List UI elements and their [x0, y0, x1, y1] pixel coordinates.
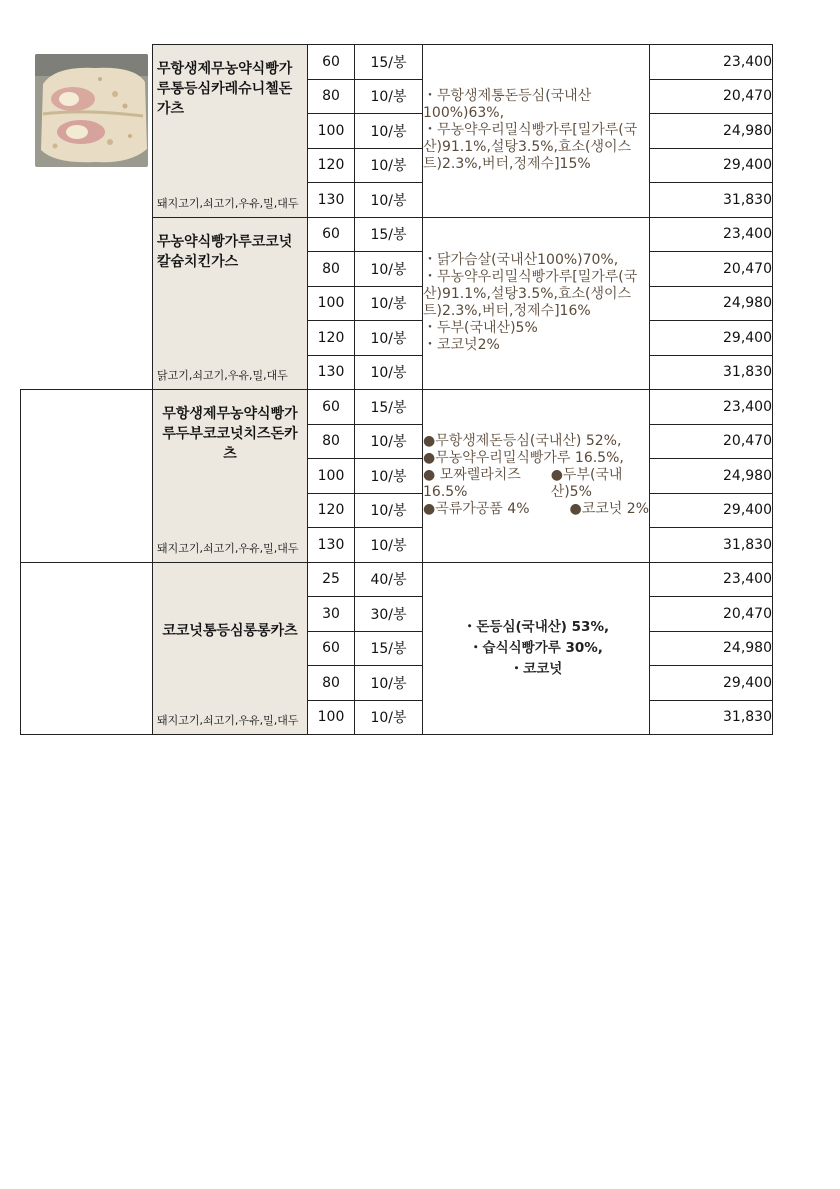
ingredient-line: ・두부(국내산)5%: [423, 320, 538, 337]
price-cell: 24,980: [650, 459, 773, 494]
ingredient-line: ・무농약우리밀식빵가루[밀가루(국산)91.1%,설탕3.5%,효소(생이스트)2.3%,버터,정제수]15%: [423, 122, 638, 173]
product-name-cell: [153, 45, 308, 218]
price-cell: 23,400: [650, 217, 773, 252]
pack-cell: 10/봉: [355, 700, 423, 735]
size-cell: 100: [308, 700, 355, 735]
pack-cell: 15/봉: [355, 631, 423, 666]
size-cell: 130: [308, 183, 355, 218]
size-cell: 120: [308, 493, 355, 528]
size-cell: 30: [308, 597, 355, 632]
price-cell: 29,400: [650, 666, 773, 701]
product-name: 무농약식빵가루코코넛칼슘치킨가스: [157, 233, 293, 270]
ingredient-line-group: [423, 467, 649, 501]
allergen-info: 닭고기,쇠고기,우유,밀,대두: [157, 369, 288, 382]
price-cell: 23,400: [650, 390, 773, 425]
table-row: [21, 562, 773, 597]
price-cell: 31,830: [650, 528, 773, 563]
ingredient-line: ・습식식빵가루 30%,: [469, 639, 603, 656]
pack-cell: 15/봉: [355, 45, 423, 80]
ingredient-line-group: [423, 501, 649, 518]
size-cell: 80: [308, 79, 355, 114]
product-name-cell: [153, 562, 308, 735]
pack-cell: 10/봉: [355, 114, 423, 149]
price-cell: 20,470: [650, 597, 773, 632]
ingredient-line: ●코코넛 2%: [569, 501, 649, 518]
size-cell: 100: [308, 459, 355, 494]
pack-cell: 15/봉: [355, 217, 423, 252]
ingredient-cell: [423, 217, 650, 390]
size-cell: 100: [308, 114, 355, 149]
table-row: [21, 45, 773, 80]
pack-cell: 10/봉: [355, 355, 423, 390]
size-cell: 120: [308, 148, 355, 183]
ingredient-line: ●무농약우리밀식빵가루 16.5%,: [423, 450, 624, 467]
ingredient-line: ・돈등심(국내산) 53%,: [462, 618, 610, 635]
product-image-cell: [21, 45, 153, 218]
price-cell: 24,980: [650, 286, 773, 321]
size-cell: 60: [308, 390, 355, 425]
pack-cell: 40/봉: [355, 562, 423, 597]
breaded-cutlet-photo-icon: [35, 54, 148, 167]
size-cell: 80: [308, 666, 355, 701]
pack-cell: 10/봉: [355, 252, 423, 287]
product-image-cell: [21, 390, 153, 563]
size-cell: 80: [308, 424, 355, 459]
ingredient-cell: [423, 562, 650, 735]
price-cell: 31,830: [650, 700, 773, 735]
price-cell: 20,470: [650, 79, 773, 114]
size-cell: 60: [308, 217, 355, 252]
ingredient-line: ●무항생제돈등심(국내산) 52%,: [423, 433, 622, 450]
size-cell: 130: [308, 528, 355, 563]
price-cell: 31,830: [650, 183, 773, 218]
ingredient-line: ・무항생제통돈등심(국내산100%)63%,: [423, 88, 592, 122]
pack-cell: 10/봉: [355, 286, 423, 321]
size-cell: 130: [308, 355, 355, 390]
product-photo: [35, 54, 148, 167]
pack-cell: 10/봉: [355, 148, 423, 183]
price-cell: 29,400: [650, 148, 773, 183]
table-row: [21, 217, 773, 252]
price-cell: 20,470: [650, 424, 773, 459]
product-image-cell: [21, 562, 153, 735]
pack-cell: 10/봉: [355, 459, 423, 494]
table-row: [21, 390, 773, 425]
ingredient-line: ●곡류가공품 4%: [423, 501, 530, 518]
size-cell: 100: [308, 286, 355, 321]
pack-cell: 10/봉: [355, 424, 423, 459]
allergen-info: 돼지고기,쇠고기,우유,밀,대두: [157, 714, 299, 727]
ingredient-line: ・코코넛: [509, 660, 563, 677]
ingredient-cell: [423, 390, 650, 563]
price-cell: 29,400: [650, 493, 773, 528]
pack-cell: 15/봉: [355, 390, 423, 425]
price-cell: 24,980: [650, 114, 773, 149]
product-name: 무항생제무농약식빵가루두부코코넛치즈돈카츠: [162, 406, 298, 462]
price-cell: 24,980: [650, 631, 773, 666]
product-name: 코코넛통등심롱롱카츠: [162, 622, 298, 639]
size-cell: 120: [308, 321, 355, 356]
price-table: [20, 44, 773, 735]
price-cell: 31,830: [650, 355, 773, 390]
size-cell: 25: [308, 562, 355, 597]
size-cell: 60: [308, 631, 355, 666]
price-cell: 23,400: [650, 562, 773, 597]
pack-cell: 10/봉: [355, 321, 423, 356]
allergen-info: 돼지고기,쇠고기,우유,밀,대두: [157, 541, 299, 555]
pack-cell: 10/봉: [355, 183, 423, 218]
pack-cell: 10/봉: [355, 528, 423, 563]
pack-cell: 10/봉: [355, 666, 423, 701]
pack-cell: 30/봉: [355, 597, 423, 632]
ingredient-line: ・무농약우리밀식빵가루[밀가루(국산)91.1%,설탕3.5%,효소(생이스트)2.3%,버터,정제수]16%: [423, 269, 638, 320]
allergen-info: 돼지고기,쇠고기,우유,밀,대두: [157, 196, 299, 210]
price-cell: 23,400: [650, 45, 773, 80]
price-cell: 29,400: [650, 321, 773, 356]
pack-cell: 10/봉: [355, 493, 423, 528]
size-cell: 60: [308, 45, 355, 80]
ingredient-cell: [423, 45, 650, 218]
pack-cell: 10/봉: [355, 79, 423, 114]
ingredient-line: ●두부(국내산)5%: [550, 467, 623, 501]
product-name-cell: [153, 217, 308, 390]
product-name: 무항생제무농약식빵가루통등심카레슈니첼돈가츠: [157, 61, 293, 117]
product-image-cell: [21, 217, 153, 390]
ingredient-line: ・닭가슴살(국내산100%)70%,: [423, 252, 619, 269]
ingredient-line: ・코코넛2%: [423, 337, 500, 354]
ingredient-line: ● 모짜렐라치즈 16.5%: [423, 467, 521, 501]
product-name-cell: [153, 390, 308, 563]
size-cell: 80: [308, 252, 355, 287]
price-cell: 20,470: [650, 252, 773, 287]
